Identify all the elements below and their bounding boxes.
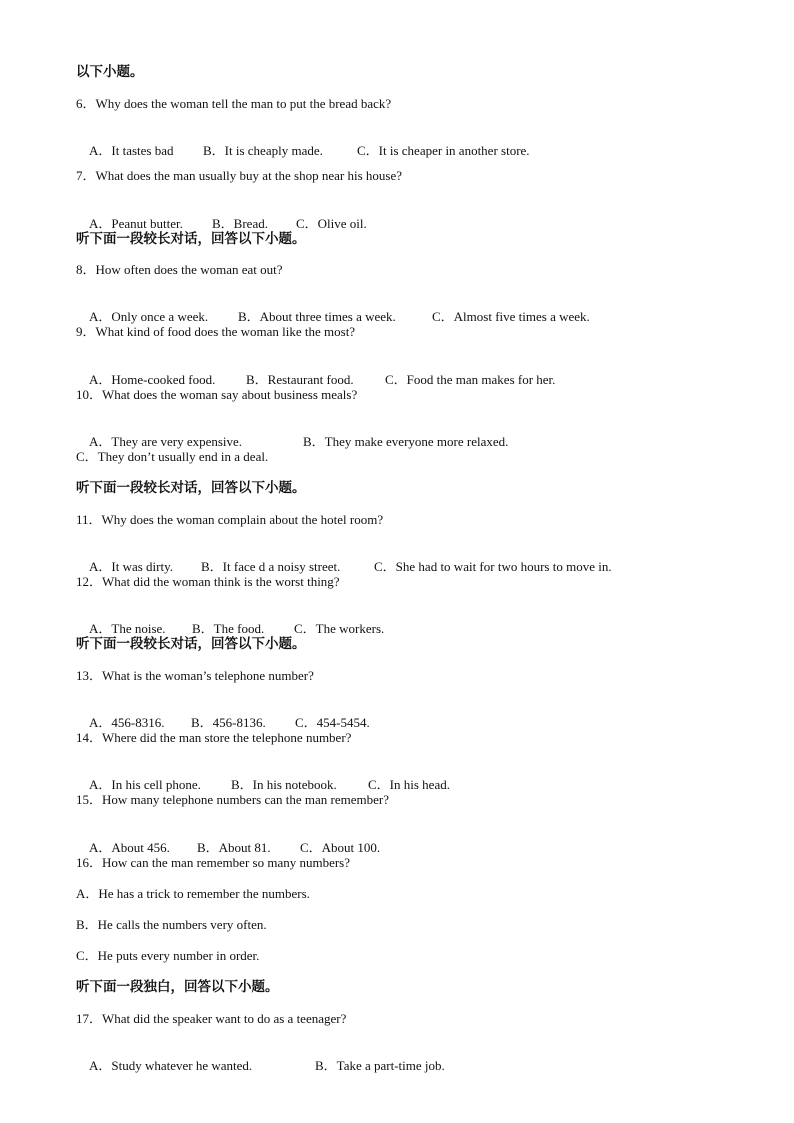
question-9: 9．What kind of food does the woman like the most? <box>76 324 356 339</box>
option-c: C．Food the man makes for her. <box>385 372 556 387</box>
question-16: 16．How can the man remember so many numbers? <box>76 855 351 870</box>
option-b: B．Restaurant food. <box>246 372 354 387</box>
section-heading: 听下面一段较长对话，回答以下小题。 <box>76 636 306 652</box>
option-b: B．About three times a week. <box>238 309 396 324</box>
option-c: C．They don’t usually end in a deal. <box>76 449 269 464</box>
question-15: 15．How many telephone numbers can the man remember? <box>76 792 389 807</box>
option-a: A．It was dirty. <box>89 559 174 574</box>
question-11: 11．Why does the woman complain about the hotel room? <box>76 512 384 527</box>
option-a: A．The noise. <box>89 621 166 636</box>
option-b: B．Bread. <box>212 216 268 231</box>
option-b: B．About 81. <box>197 840 271 855</box>
question-8: 8．How often does the woman eat out? <box>76 262 283 277</box>
option-a: A．Only once a week. <box>89 309 209 324</box>
option-c: C．About 100. <box>300 840 381 855</box>
option-c: C．Almost five times a week. <box>432 309 590 324</box>
option-c: C．She had to wait for two hours to move in. <box>374 559 612 574</box>
option-c: C．He puts every number in order. <box>76 948 260 963</box>
option-a: A．He has a trick to remember the numbers. <box>76 886 310 901</box>
option-a: A．Study whatever he wanted. <box>89 1058 253 1073</box>
question-7: 7．What does the man usually buy at the shop near his house? <box>76 168 403 183</box>
question-14: 14．Where did the man store the telephone number? <box>76 730 352 745</box>
option-a: A．Peanut butter. <box>89 216 183 231</box>
option-b: B．They make everyone more relaxed. <box>303 434 509 449</box>
option-c: C．In his head. <box>368 777 450 792</box>
question-13: 13．What is the woman’s telephone number? <box>76 668 314 683</box>
section-heading: 听下面一段独白，回答以下小题。 <box>76 979 279 995</box>
option-a: A．In his cell phone. <box>89 777 201 792</box>
option-c: C．454-5454. <box>295 715 370 730</box>
question-12: 12．What did the woman think is the worst thing? <box>76 574 340 589</box>
option-b: B．It is cheaply made. <box>203 143 323 158</box>
option-c: C．It is cheaper in another store. <box>357 143 530 158</box>
option-b: B．Take a part-time job. <box>315 1058 445 1073</box>
section-heading: 以下小题。 <box>76 64 144 80</box>
option-c: C．The workers. <box>294 621 385 636</box>
option-b: B．It face d a noisy street. <box>201 559 341 574</box>
question-6: 6．Why does the woman tell the man to put the bread back? <box>76 96 392 111</box>
option-a: A．They are very expensive. <box>89 434 243 449</box>
option-a: A．Home-cooked food. <box>89 372 216 387</box>
options-17 <box>76 1042 445 1090</box>
question-17: 17．What did the speaker want to do as a teenager? <box>76 1011 347 1026</box>
option-a: A．About 456. <box>89 840 170 855</box>
option-b: B．456-8136. <box>191 715 266 730</box>
option-a: A．456-8316. <box>89 715 165 730</box>
option-c: C．Olive oil. <box>296 216 367 231</box>
section-heading: 听下面一段较长对话，回答以下小题。 <box>76 480 306 496</box>
option-b: B．The food. <box>192 621 265 636</box>
question-10: 10．What does the woman say about business meals? <box>76 387 358 402</box>
option-b: B．He calls the numbers very often. <box>76 917 267 932</box>
option-b: B．In his notebook. <box>231 777 337 792</box>
section-heading: 听下面一段较长对话，回答以下小题。 <box>76 231 306 247</box>
option-a: A．It tastes bad <box>89 143 174 158</box>
